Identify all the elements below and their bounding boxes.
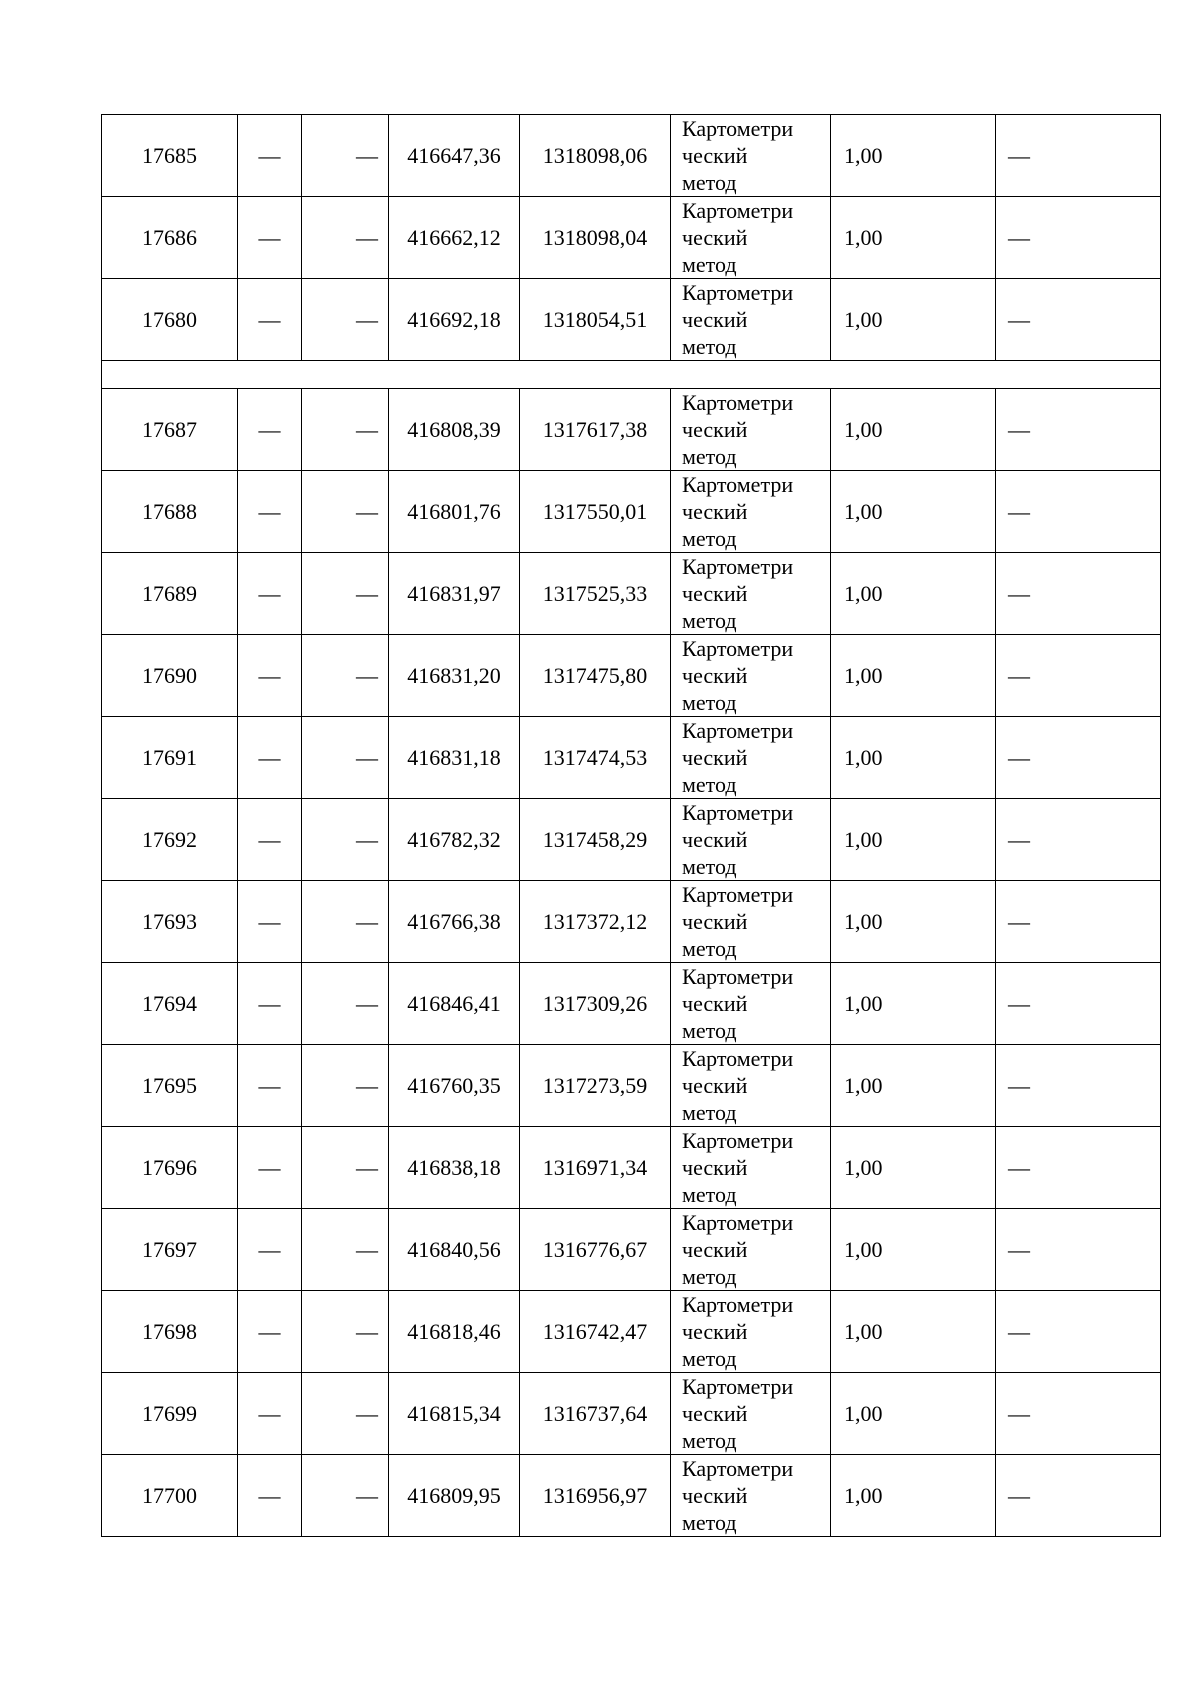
empty-dash-cell xyxy=(302,471,389,553)
point-number-text: 17699 xyxy=(142,1400,197,1426)
empty-dash-text: — xyxy=(1008,744,1030,770)
method-cell xyxy=(671,197,831,279)
point-number-cell xyxy=(102,389,238,471)
coordinate-x-text: 416647,36 xyxy=(407,142,501,168)
empty-dash-cell xyxy=(302,799,389,881)
empty-dash-cell xyxy=(238,1209,302,1291)
separator-cell xyxy=(102,361,1161,389)
accuracy-text: 1,00 xyxy=(844,1154,883,1180)
empty-dash-cell xyxy=(996,1127,1161,1209)
coordinate-y-text: 1317309,26 xyxy=(542,990,648,1016)
accuracy-cell xyxy=(831,389,996,471)
coordinate-x-text: 416760,35 xyxy=(407,1072,501,1098)
point-number-text: 17693 xyxy=(142,908,197,934)
empty-dash-text: — xyxy=(1008,1482,1030,1508)
empty-dash-text: — xyxy=(258,306,281,332)
coordinate-x-cell xyxy=(389,1291,520,1373)
accuracy-cell xyxy=(831,471,996,553)
table-row xyxy=(102,1209,1161,1291)
empty-dash-text: — xyxy=(356,416,378,442)
empty-dash-cell xyxy=(996,717,1161,799)
empty-dash-text: — xyxy=(258,1154,281,1180)
accuracy-cell xyxy=(831,799,996,881)
empty-dash-text: — xyxy=(258,1072,281,1098)
accuracy-text: 1,00 xyxy=(844,224,883,250)
empty-dash-text: — xyxy=(258,744,281,770)
point-number-text: 17685 xyxy=(142,142,197,168)
coordinate-y-text: 1317474,53 xyxy=(542,744,648,770)
point-number-text: 17688 xyxy=(142,498,197,524)
empty-dash-cell xyxy=(996,1455,1161,1537)
empty-dash-text: — xyxy=(356,662,378,688)
coordinate-y-cell xyxy=(520,197,671,279)
empty-dash-text: — xyxy=(1008,1154,1030,1180)
empty-dash-text: — xyxy=(356,1154,378,1180)
table-row xyxy=(102,389,1161,471)
method-text: Картометри ческий метод xyxy=(682,280,794,359)
empty-dash-cell xyxy=(302,389,389,471)
method-text: Картометри ческий метод xyxy=(682,1292,794,1371)
empty-dash-cell xyxy=(238,717,302,799)
empty-dash-text: — xyxy=(1008,1400,1030,1426)
table-row xyxy=(102,963,1161,1045)
table-row xyxy=(102,471,1161,553)
empty-dash-cell xyxy=(996,635,1161,717)
method-cell xyxy=(671,1127,831,1209)
coordinate-x-cell xyxy=(389,881,520,963)
method-text: Картометри ческий метод xyxy=(682,1210,794,1289)
empty-dash-text: — xyxy=(258,224,281,250)
method-cell xyxy=(671,471,831,553)
coordinate-x-text: 416815,34 xyxy=(407,1400,501,1426)
accuracy-cell xyxy=(831,115,996,197)
empty-dash-text: — xyxy=(356,1072,378,1098)
empty-dash-text: — xyxy=(1008,1072,1030,1098)
method-text: Картометри ческий метод xyxy=(682,1374,794,1453)
accuracy-cell xyxy=(831,1127,996,1209)
empty-dash-cell xyxy=(302,197,389,279)
coordinate-y-cell xyxy=(520,1045,671,1127)
point-number-cell xyxy=(102,1209,238,1291)
coordinate-x-text: 416840,56 xyxy=(407,1236,501,1262)
coordinate-x-text: 416766,38 xyxy=(407,908,501,934)
method-cell xyxy=(671,553,831,635)
accuracy-text: 1,00 xyxy=(844,744,883,770)
coordinate-y-cell xyxy=(520,881,671,963)
coordinate-y-text: 1317550,01 xyxy=(542,498,648,524)
coordinate-x-cell xyxy=(389,115,520,197)
coordinate-y-text: 1317617,38 xyxy=(542,416,648,442)
accuracy-cell xyxy=(831,717,996,799)
coordinate-y-text: 1318054,51 xyxy=(542,306,648,332)
coordinate-y-cell xyxy=(520,279,671,361)
coordinate-y-text: 1316742,47 xyxy=(542,1318,648,1344)
accuracy-cell xyxy=(831,1209,996,1291)
method-cell xyxy=(671,389,831,471)
empty-dash-text: — xyxy=(356,224,378,250)
empty-dash-text: — xyxy=(258,498,281,524)
point-number-cell xyxy=(102,279,238,361)
accuracy-text: 1,00 xyxy=(844,1482,883,1508)
empty-dash-text: — xyxy=(356,1236,378,1262)
empty-dash-text: — xyxy=(258,416,281,442)
coordinate-y-cell xyxy=(520,717,671,799)
point-number-cell xyxy=(102,1127,238,1209)
empty-dash-text: — xyxy=(1008,142,1030,168)
empty-dash-text: — xyxy=(258,1318,281,1344)
coordinate-x-text: 416838,18 xyxy=(407,1154,501,1180)
method-text: Картометри ческий метод xyxy=(682,1128,794,1207)
coordinates-table xyxy=(101,114,1161,1537)
coordinate-y-cell xyxy=(520,471,671,553)
empty-dash-text: — xyxy=(258,990,281,1016)
empty-dash-cell xyxy=(996,389,1161,471)
empty-dash-cell xyxy=(238,1291,302,1373)
accuracy-cell xyxy=(831,635,996,717)
point-number-cell xyxy=(102,115,238,197)
empty-dash-text: — xyxy=(258,142,281,168)
point-number-text: 17686 xyxy=(142,224,197,250)
coordinate-x-cell xyxy=(389,717,520,799)
empty-dash-text: — xyxy=(258,1236,281,1262)
method-text: Картометри ческий метод xyxy=(682,636,794,715)
empty-dash-cell xyxy=(238,197,302,279)
empty-dash-text: — xyxy=(356,142,378,168)
accuracy-cell xyxy=(831,1373,996,1455)
table-row xyxy=(102,1045,1161,1127)
empty-dash-cell xyxy=(238,635,302,717)
empty-dash-text: — xyxy=(1008,1318,1030,1344)
empty-dash-cell xyxy=(996,799,1161,881)
method-cell xyxy=(671,1373,831,1455)
point-number-text: 17692 xyxy=(142,826,197,852)
point-number-text: 17695 xyxy=(142,1072,197,1098)
method-text: Картометри ческий метод xyxy=(682,472,794,551)
accuracy-cell xyxy=(831,1045,996,1127)
coordinate-x-cell xyxy=(389,197,520,279)
accuracy-text: 1,00 xyxy=(844,306,883,332)
point-number-text: 17689 xyxy=(142,580,197,606)
accuracy-text: 1,00 xyxy=(844,1236,883,1262)
coordinate-y-cell xyxy=(520,1127,671,1209)
point-number-text: 17691 xyxy=(142,744,197,770)
coordinate-y-text: 1316776,67 xyxy=(542,1236,648,1262)
empty-dash-cell xyxy=(996,1373,1161,1455)
method-text: Картометри ческий метод xyxy=(682,116,794,195)
table-row xyxy=(102,1291,1161,1373)
coordinate-x-cell xyxy=(389,553,520,635)
method-cell xyxy=(671,1291,831,1373)
empty-dash-cell xyxy=(302,963,389,1045)
empty-dash-cell xyxy=(302,115,389,197)
empty-dash-text: — xyxy=(1008,662,1030,688)
empty-dash-cell xyxy=(996,197,1161,279)
point-number-text: 17680 xyxy=(142,306,197,332)
accuracy-cell xyxy=(831,553,996,635)
method-cell xyxy=(671,717,831,799)
empty-dash-cell xyxy=(302,1045,389,1127)
coordinate-x-cell xyxy=(389,1209,520,1291)
empty-dash-cell xyxy=(996,553,1161,635)
empty-dash-cell xyxy=(996,279,1161,361)
accuracy-text: 1,00 xyxy=(844,1400,883,1426)
empty-dash-cell xyxy=(238,471,302,553)
coordinate-x-text: 416818,46 xyxy=(407,1318,501,1344)
accuracy-cell xyxy=(831,1455,996,1537)
method-cell xyxy=(671,279,831,361)
point-number-text: 17687 xyxy=(142,416,197,442)
empty-dash-cell xyxy=(238,279,302,361)
accuracy-text: 1,00 xyxy=(844,1318,883,1344)
method-cell xyxy=(671,635,831,717)
method-cell xyxy=(671,799,831,881)
separator-row xyxy=(102,361,1161,389)
method-text: Картометри ческий метод xyxy=(682,800,794,879)
empty-dash-cell xyxy=(302,1209,389,1291)
method-cell xyxy=(671,963,831,1045)
table-body xyxy=(102,115,1161,1537)
coordinate-x-cell xyxy=(389,1373,520,1455)
empty-dash-cell xyxy=(996,881,1161,963)
point-number-cell xyxy=(102,553,238,635)
empty-dash-cell xyxy=(302,1291,389,1373)
method-cell xyxy=(671,881,831,963)
coordinate-y-cell xyxy=(520,115,671,197)
point-number-cell xyxy=(102,471,238,553)
coordinate-y-cell xyxy=(520,799,671,881)
accuracy-cell xyxy=(831,881,996,963)
empty-dash-text: — xyxy=(1008,990,1030,1016)
accuracy-text: 1,00 xyxy=(844,498,883,524)
accuracy-cell xyxy=(831,963,996,1045)
accuracy-text: 1,00 xyxy=(844,416,883,442)
coordinate-x-text: 416831,97 xyxy=(407,580,501,606)
empty-dash-cell xyxy=(238,553,302,635)
method-text: Картометри ческий метод xyxy=(682,718,794,797)
empty-dash-text: — xyxy=(1008,580,1030,606)
coordinate-x-text: 416808,39 xyxy=(407,416,501,442)
accuracy-cell xyxy=(831,197,996,279)
empty-dash-text: — xyxy=(1008,416,1030,442)
coordinate-x-text: 416662,12 xyxy=(407,224,501,250)
coordinate-x-cell xyxy=(389,963,520,1045)
point-number-cell xyxy=(102,799,238,881)
accuracy-text: 1,00 xyxy=(844,662,883,688)
empty-dash-text: — xyxy=(356,826,378,852)
empty-dash-cell xyxy=(302,553,389,635)
empty-dash-text: — xyxy=(356,1400,378,1426)
coordinate-y-text: 1316737,64 xyxy=(542,1400,648,1426)
point-number-text: 17694 xyxy=(142,990,197,1016)
table-row xyxy=(102,635,1161,717)
empty-dash-cell xyxy=(302,1455,389,1537)
method-text: Картометри ческий метод xyxy=(682,390,794,469)
coordinate-x-cell xyxy=(389,635,520,717)
coordinate-y-cell xyxy=(520,1455,671,1537)
table-row xyxy=(102,197,1161,279)
point-number-text: 17696 xyxy=(142,1154,197,1180)
table-row xyxy=(102,717,1161,799)
coordinate-y-cell xyxy=(520,635,671,717)
method-text: Картометри ческий метод xyxy=(682,1456,794,1535)
empty-dash-text: — xyxy=(258,826,281,852)
point-number-text: 17690 xyxy=(142,662,197,688)
coordinate-x-text: 416809,95 xyxy=(407,1482,501,1508)
table-row xyxy=(102,1455,1161,1537)
empty-dash-cell xyxy=(238,881,302,963)
point-number-cell xyxy=(102,1373,238,1455)
coordinate-x-cell xyxy=(389,1127,520,1209)
empty-dash-text: — xyxy=(356,908,378,934)
empty-dash-cell xyxy=(238,1373,302,1455)
point-number-cell xyxy=(102,197,238,279)
coordinate-y-cell xyxy=(520,553,671,635)
coordinate-y-cell xyxy=(520,1291,671,1373)
accuracy-text: 1,00 xyxy=(844,1072,883,1098)
empty-dash-text: — xyxy=(258,662,281,688)
point-number-cell xyxy=(102,1455,238,1537)
empty-dash-cell xyxy=(302,1127,389,1209)
method-cell xyxy=(671,1455,831,1537)
empty-dash-cell xyxy=(302,1373,389,1455)
coordinate-y-text: 1317475,80 xyxy=(542,662,648,688)
point-number-text: 17697 xyxy=(142,1236,197,1262)
coordinate-y-text: 1317273,59 xyxy=(542,1072,648,1098)
coordinate-x-text: 416782,32 xyxy=(407,826,501,852)
method-text: Картометри ческий метод xyxy=(682,964,794,1043)
coordinate-x-text: 416831,18 xyxy=(407,744,501,770)
empty-dash-cell xyxy=(996,471,1161,553)
point-number-cell xyxy=(102,1291,238,1373)
empty-dash-text: — xyxy=(1008,908,1030,934)
point-number-cell xyxy=(102,1045,238,1127)
coordinate-y-cell xyxy=(520,1373,671,1455)
accuracy-text: 1,00 xyxy=(844,826,883,852)
coordinate-y-text: 1316971,34 xyxy=(542,1154,648,1180)
coordinate-y-cell xyxy=(520,963,671,1045)
coordinate-y-cell xyxy=(520,389,671,471)
empty-dash-cell xyxy=(996,1045,1161,1127)
empty-dash-cell xyxy=(996,1291,1161,1373)
coordinate-y-text: 1317458,29 xyxy=(542,826,648,852)
table-row xyxy=(102,115,1161,197)
empty-dash-cell xyxy=(996,115,1161,197)
coordinate-y-text: 1316956,97 xyxy=(542,1482,648,1508)
empty-dash-text: — xyxy=(1008,498,1030,524)
accuracy-cell xyxy=(831,279,996,361)
coordinate-x-cell xyxy=(389,1455,520,1537)
empty-dash-text: — xyxy=(258,908,281,934)
method-text: Картометри ческий метод xyxy=(682,1046,794,1125)
empty-dash-cell xyxy=(302,881,389,963)
coordinate-x-text: 416692,18 xyxy=(407,306,501,332)
method-text: Картометри ческий метод xyxy=(682,198,794,277)
empty-dash-text: — xyxy=(356,1318,378,1344)
empty-dash-cell xyxy=(238,963,302,1045)
method-cell xyxy=(671,115,831,197)
table-row xyxy=(102,1373,1161,1455)
point-number-text: 17698 xyxy=(142,1318,197,1344)
method-cell xyxy=(671,1209,831,1291)
method-text: Картометри ческий метод xyxy=(682,882,794,961)
table-row xyxy=(102,279,1161,361)
coordinate-y-text: 1317525,33 xyxy=(542,580,648,606)
empty-dash-cell xyxy=(238,389,302,471)
coordinate-x-cell xyxy=(389,389,520,471)
point-number-cell xyxy=(102,635,238,717)
empty-dash-text: — xyxy=(356,580,378,606)
coordinate-x-text: 416831,20 xyxy=(407,662,501,688)
empty-dash-text: — xyxy=(1008,1236,1030,1262)
empty-dash-cell xyxy=(302,717,389,799)
empty-dash-text: — xyxy=(258,1400,281,1426)
empty-dash-cell xyxy=(302,279,389,361)
empty-dash-text: — xyxy=(356,744,378,770)
coordinate-x-cell xyxy=(389,279,520,361)
accuracy-text: 1,00 xyxy=(844,580,883,606)
empty-dash-cell xyxy=(238,1045,302,1127)
coordinate-y-text: 1317372,12 xyxy=(542,908,648,934)
table-row xyxy=(102,799,1161,881)
empty-dash-text: — xyxy=(258,1482,281,1508)
coordinate-y-text: 1318098,04 xyxy=(542,224,648,250)
accuracy-text: 1,00 xyxy=(844,142,883,168)
point-number-cell xyxy=(102,881,238,963)
empty-dash-text: — xyxy=(1008,224,1030,250)
accuracy-cell xyxy=(831,1291,996,1373)
empty-dash-cell xyxy=(238,799,302,881)
coordinate-x-text: 416846,41 xyxy=(407,990,501,1016)
accuracy-text: 1,00 xyxy=(844,990,883,1016)
empty-dash-cell xyxy=(302,635,389,717)
coordinate-y-text: 1318098,06 xyxy=(542,142,648,168)
empty-dash-cell xyxy=(238,1455,302,1537)
coordinate-x-text: 416801,76 xyxy=(407,498,501,524)
table-row xyxy=(102,553,1161,635)
method-text: Картометри ческий метод xyxy=(682,554,794,633)
empty-dash-text: — xyxy=(258,580,281,606)
table-row xyxy=(102,1127,1161,1209)
empty-dash-text: — xyxy=(356,306,378,332)
accuracy-text: 1,00 xyxy=(844,908,883,934)
point-number-cell xyxy=(102,717,238,799)
empty-dash-text: — xyxy=(1008,826,1030,852)
empty-dash-cell xyxy=(238,115,302,197)
empty-dash-text: — xyxy=(356,990,378,1016)
coordinate-y-cell xyxy=(520,1209,671,1291)
empty-dash-text: — xyxy=(1008,306,1030,332)
empty-dash-cell xyxy=(238,1127,302,1209)
point-number-text: 17700 xyxy=(142,1482,197,1508)
point-number-cell xyxy=(102,963,238,1045)
coordinate-x-cell xyxy=(389,1045,520,1127)
empty-dash-text: — xyxy=(356,1482,378,1508)
empty-dash-text: — xyxy=(356,498,378,524)
empty-dash-cell xyxy=(996,1209,1161,1291)
table-row xyxy=(102,881,1161,963)
coordinate-x-cell xyxy=(389,799,520,881)
empty-dash-cell xyxy=(996,963,1161,1045)
coordinate-x-cell xyxy=(389,471,520,553)
method-cell xyxy=(671,1045,831,1127)
